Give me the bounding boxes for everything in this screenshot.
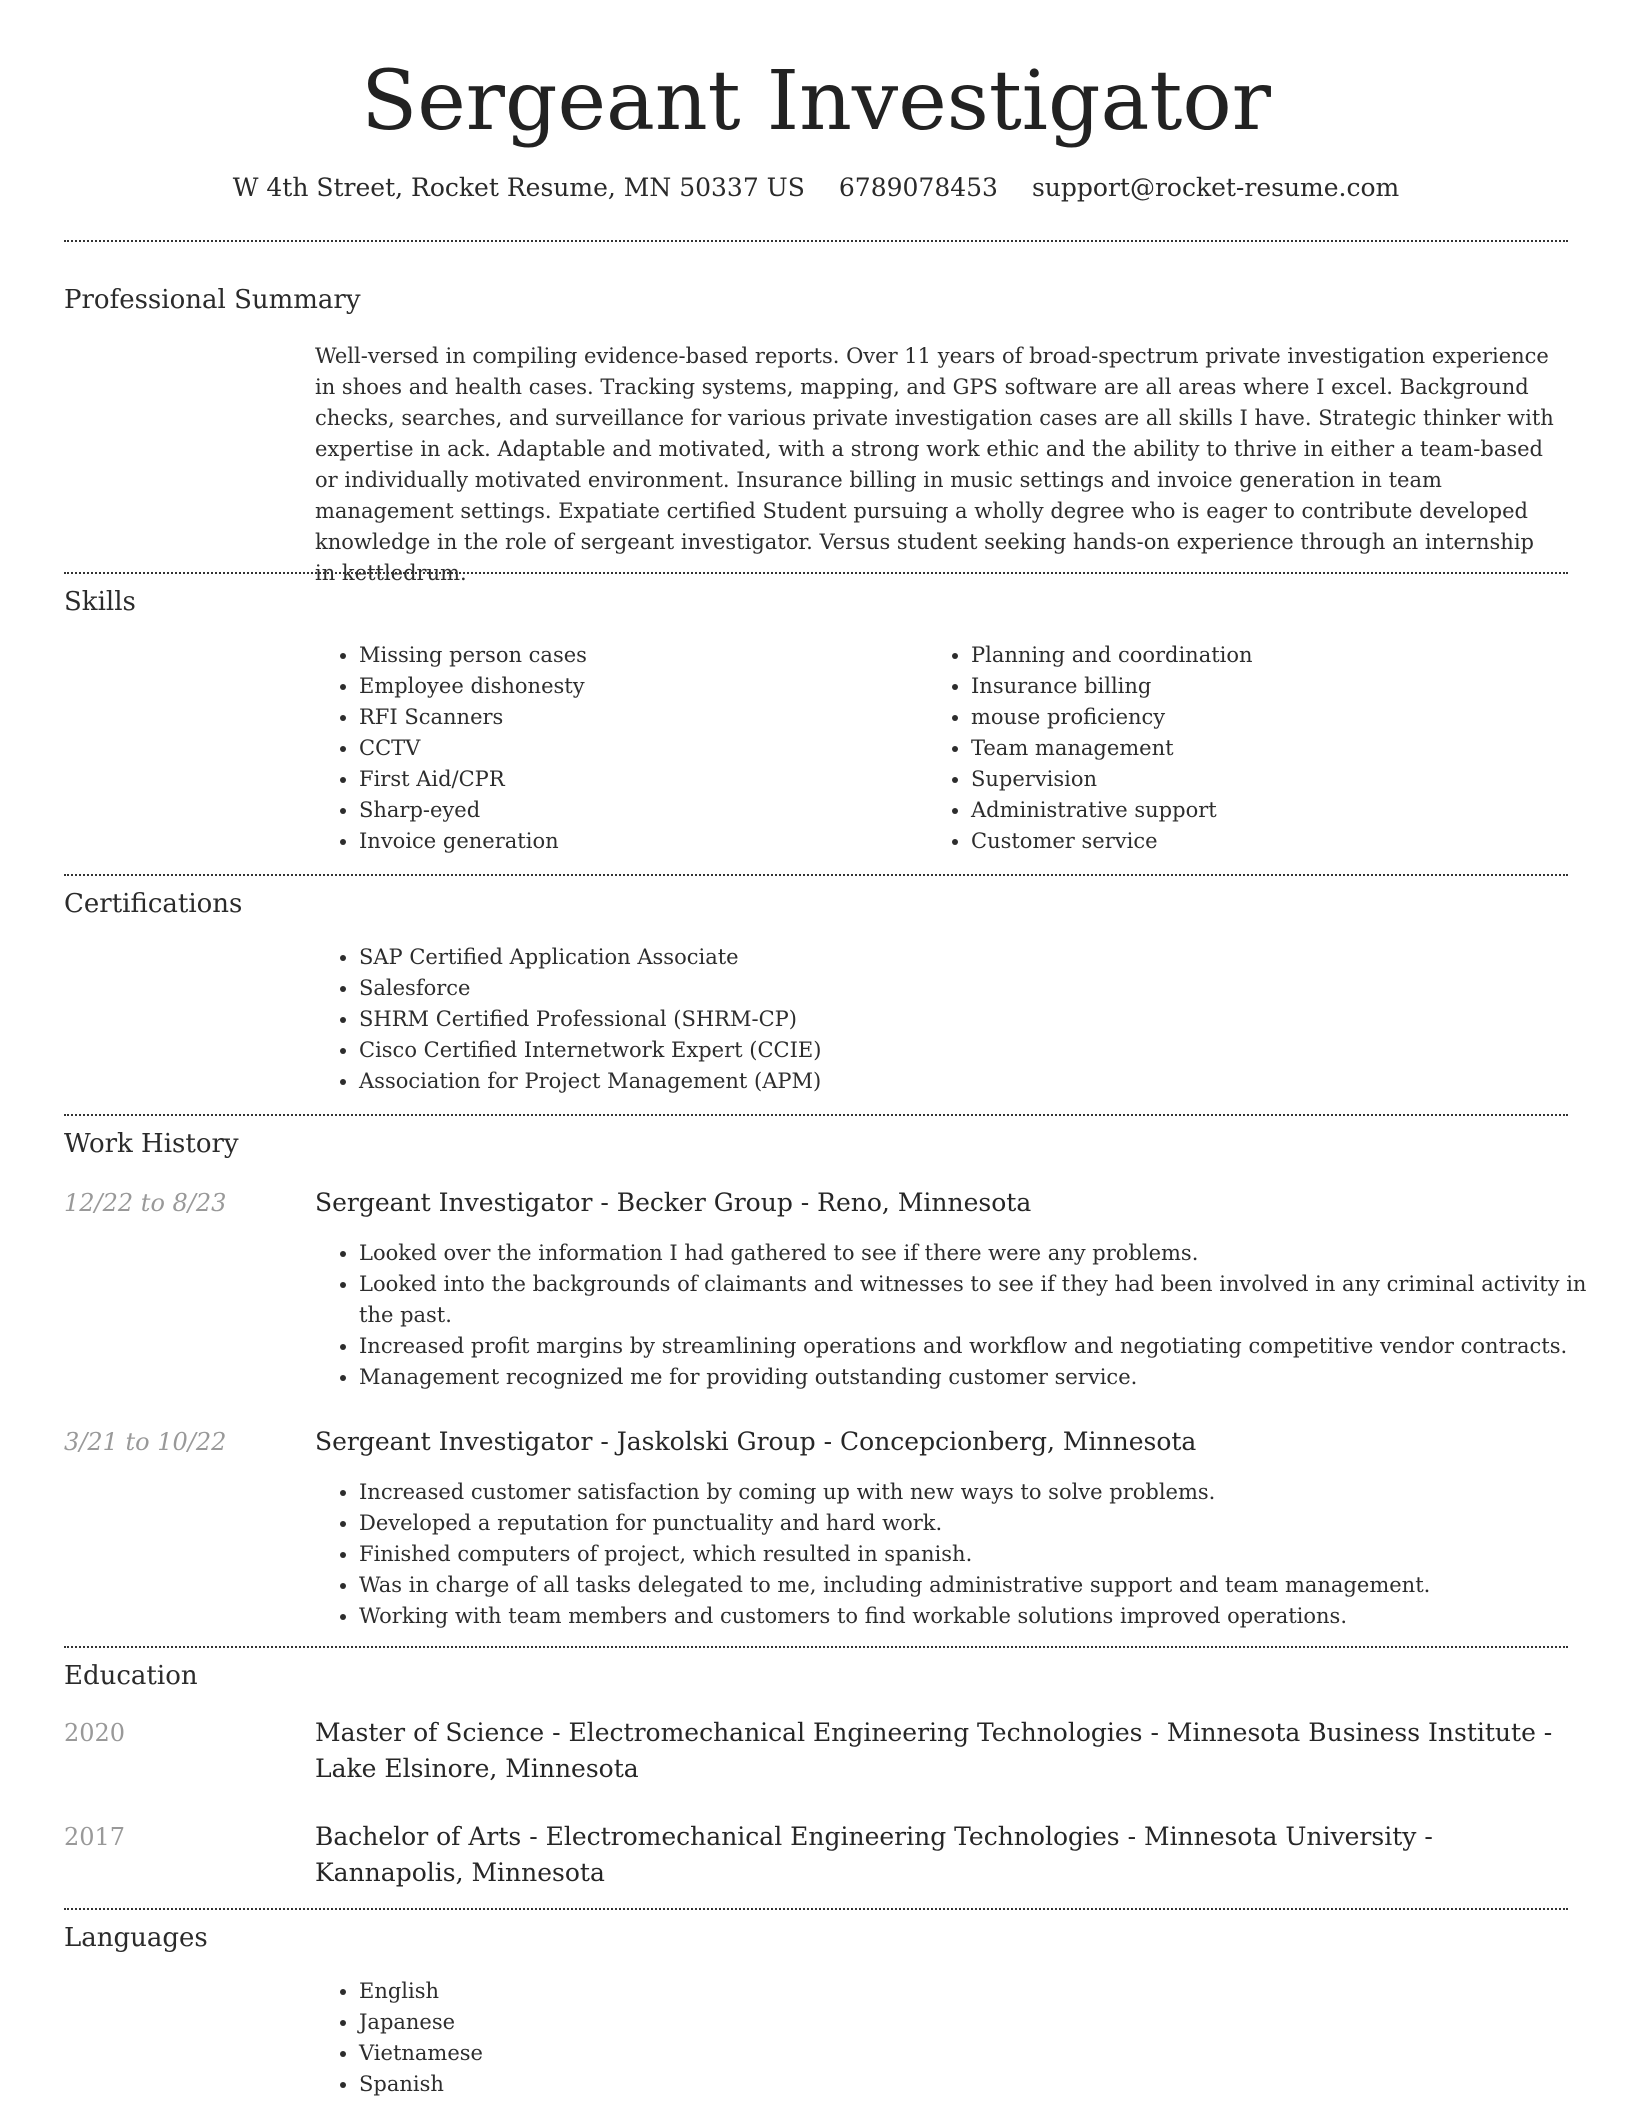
skills-list-right (927, 640, 1571, 857)
list-item: • Management recognized me for providing outstanding customer service. (359, 1362, 1604, 1393)
job-dates: 12/22 to 8/23 (64, 1189, 227, 1217)
list-item: • Customer service (971, 826, 1571, 857)
certifications-list (315, 942, 1559, 1097)
education-heading-2: Bachelor of Arts - Electromechanical Engineering Technologies - Minnesota University - Kannapolis, Minnesota (315, 1822, 1433, 1887)
list-item: • Increased customer satisfaction by coming up with new ways to solve problems. (359, 1477, 1604, 1508)
certifications-heading: Certifications (64, 889, 243, 919)
list-item: • Was in charge of all tasks delegated to me, including administrative support and team management. (359, 1570, 1604, 1601)
contact-line (0, 170, 1632, 206)
list-item: • Cisco Certified Internetwork Expert (CCIE) (359, 1035, 1559, 1066)
list-item: • Spanish (359, 2069, 1159, 2100)
summary-heading: Professional Summary (64, 285, 361, 315)
list-item: • Association for Project Management (APM) (359, 1066, 1559, 1097)
job-dates: 3/21 to 10/22 (64, 1428, 227, 1456)
divider (64, 1646, 1568, 1648)
work-history-heading: Work History (64, 1129, 239, 1159)
education-year: 2020 (64, 1719, 126, 1747)
divider (64, 240, 1568, 242)
list-item: • Looked over the information I had gathered to see if there were any problems. (359, 1238, 1604, 1269)
education-year: 2017 (64, 1823, 126, 1851)
summary-text: Well-versed in compiling evidence-based reports. Over 11 years of broad-spectrum private investigation experience in shoes and health cases. Tracking systems, mapping, and GPS software are all areas where I excel. Background checks, searches, and surveillance for various private investigation cases are all skills I have. Strategic thinker with expertise in ack. Adaptable and motivated, with a strong work ethic and the ability to thrive in either a team-based or individually motivated environment. Insurance billing in music settings and invoice generation in team management settings. Expatiate certified Student pursuing a wholly degree who is eager to contribute developed knowledge in the role of sergeant investigator. Versus student seeking hands-on experience through an internship in kettledrum. (315, 344, 1554, 585)
job-bullets (315, 1477, 1604, 1632)
list-item: • SHRM Certified Professional (SHRM-CP) (359, 1004, 1559, 1035)
list-item: • Vietnamese (359, 2038, 1159, 2069)
job-heading: Sergeant Investigator - Jaskolski Group - Concepcionberg, Minnesota (315, 1427, 1197, 1456)
list-item: • Finished computers of project, which resulted in spanish. (359, 1539, 1604, 1570)
education-heading-1: Master of Science - Electromechanical Engineering Technologies - Minnesota Business Institute - Lake Elsinore, Minnesota (315, 1718, 1553, 1783)
skills-list-left (315, 640, 919, 857)
list-item: • Missing person cases (359, 640, 919, 671)
list-item: • First Aid/CPR (359, 764, 919, 795)
languages-list (315, 1976, 1159, 2100)
job-heading: Sergeant Investigator - Becker Group - Reno, Minnesota (315, 1188, 1032, 1217)
contact-email[interactable]: support@rocket-resume.com (1031, 173, 1400, 202)
job-bullets (315, 1238, 1604, 1393)
contact-address: W 4th Street, Rocket Resume, MN 50337 US (232, 173, 805, 202)
list-item: • Invoice generation (359, 826, 919, 857)
list-item: • Salesforce (359, 973, 1559, 1004)
education-heading: Education (64, 1661, 198, 1691)
list-item: • Planning and coordination (971, 640, 1571, 671)
list-item: • mouse proficiency (971, 702, 1571, 733)
list-item: • Increased profit margins by streamlining operations and workflow and negotiating competitive vendor contracts. (359, 1331, 1604, 1362)
list-item: • Developed a reputation for punctuality and hard work. (359, 1508, 1604, 1539)
languages-heading: Languages (64, 1923, 208, 1953)
list-item: • Team management (971, 733, 1571, 764)
list-item: • CCTV (359, 733, 919, 764)
list-item: • RFI Scanners (359, 702, 919, 733)
list-item: • Supervision (971, 764, 1571, 795)
divider (64, 1908, 1568, 1910)
list-item: • SAP Certified Application Associate (359, 942, 1559, 973)
list-item: • English (359, 1976, 1159, 2007)
list-item: • Sharp-eyed (359, 795, 919, 826)
list-item: • Administrative support (971, 795, 1571, 826)
divider (64, 1114, 1568, 1116)
list-item: • Insurance billing (971, 671, 1571, 702)
divider (64, 874, 1568, 876)
candidate-name: Sergeant Investigator (361, 54, 1271, 149)
contact-phone: 6789078453 (838, 173, 998, 202)
list-item: • Japanese (359, 2007, 1159, 2038)
list-item: • Working with team members and customers to find workable solutions improved operations. (359, 1601, 1604, 1632)
divider (64, 572, 1568, 574)
list-item: • Looked into the backgrounds of claimants and witnesses to see if they had been involved in any criminal activity in the past. (359, 1269, 1604, 1331)
list-item: • Employee dishonesty (359, 671, 919, 702)
skills-heading: Skills (64, 587, 136, 617)
